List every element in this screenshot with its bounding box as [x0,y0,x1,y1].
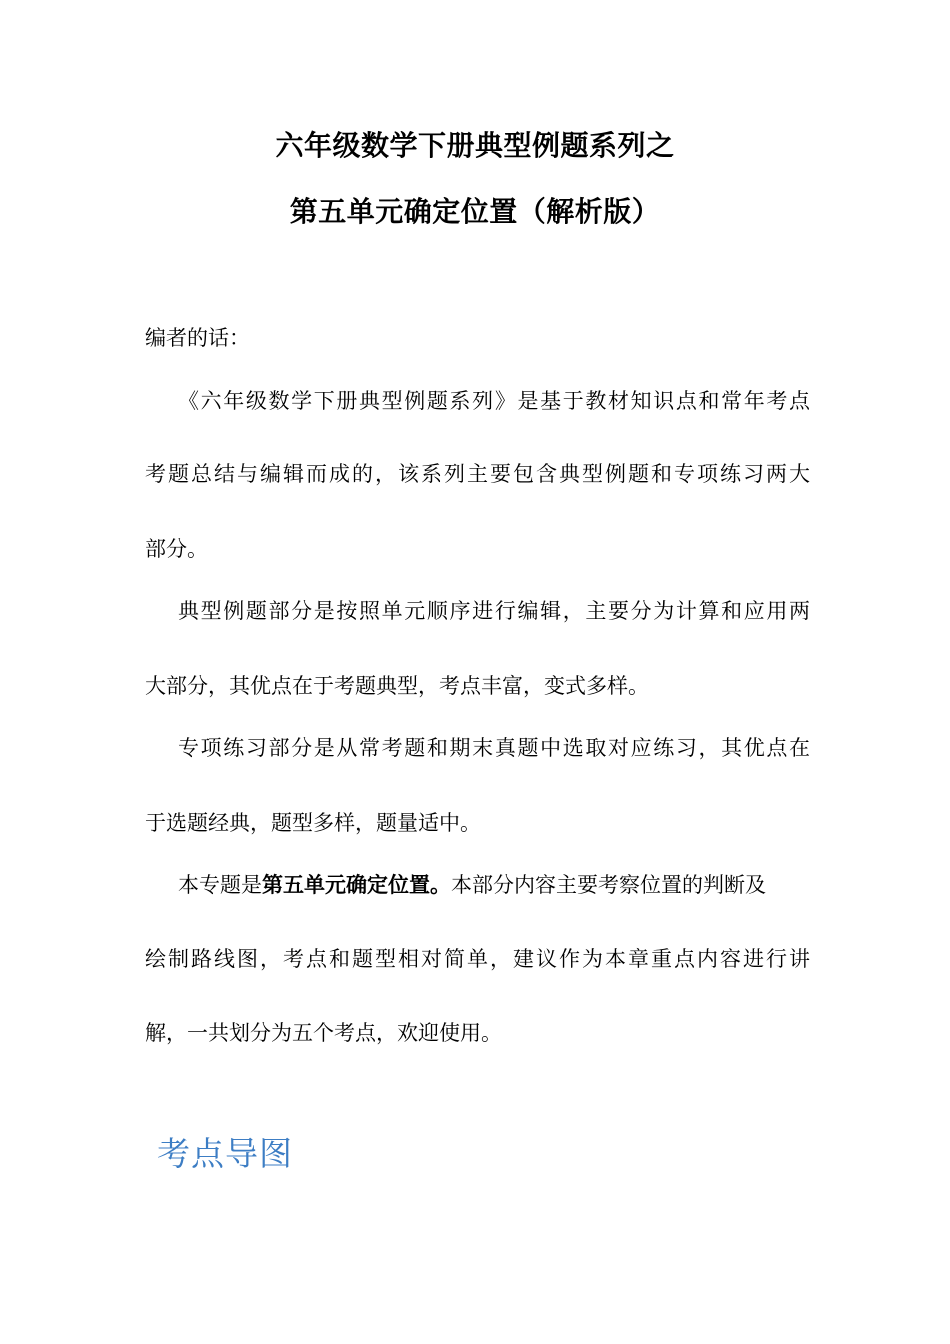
paragraph-3-line-1: 专项练习部分是从常考题和期末真题中选取对应练习，其优点在 [178,736,810,760]
paragraph-2-line-1: 典型例题部分是按照单元顺序进行编辑，主要分为计算和应用两 [178,599,810,623]
paragraph-4-bold-topic: 第五单元确定位置。 [262,873,451,897]
document-title-line-1: 六年级数学下册典型例题系列之 [275,129,675,162]
document-title-line-2: 第五单元确定位置（解析版） [289,195,661,228]
paragraph-1-line-1: 《六年级数学下册典型例题系列》是基于教材知识点和常年考点 [178,389,810,413]
paragraph-4-line-1 [178,870,810,900]
paragraph-4-line-3: 解，一共划分为五个考点，欢迎使用。 [145,1021,502,1045]
paragraph-4-prefix: 本专题是 [178,873,262,897]
paragraph-1-line-2: 考题总结与编辑而成的，该系列主要包含典型例题和专项练习两大 [145,462,810,486]
editor-note-label: 编者的话： [145,326,250,350]
paragraph-4-line-2: 绘制路线图，考点和题型相对简单，建议作为本章重点内容进行讲 [145,947,810,971]
paragraph-3-line-2: 于选题经典，题型多样，题量适中。 [145,811,481,835]
paragraph-4-suffix: 本部分内容主要考察位置的判断及 [451,873,766,897]
section-heading-mindmap: 考点导图 [157,1134,293,1173]
paragraph-2-line-2: 大部分，其优点在于考题典型，考点丰富，变式多样。 [145,674,649,698]
paragraph-1-line-3: 部分。 [145,537,208,561]
